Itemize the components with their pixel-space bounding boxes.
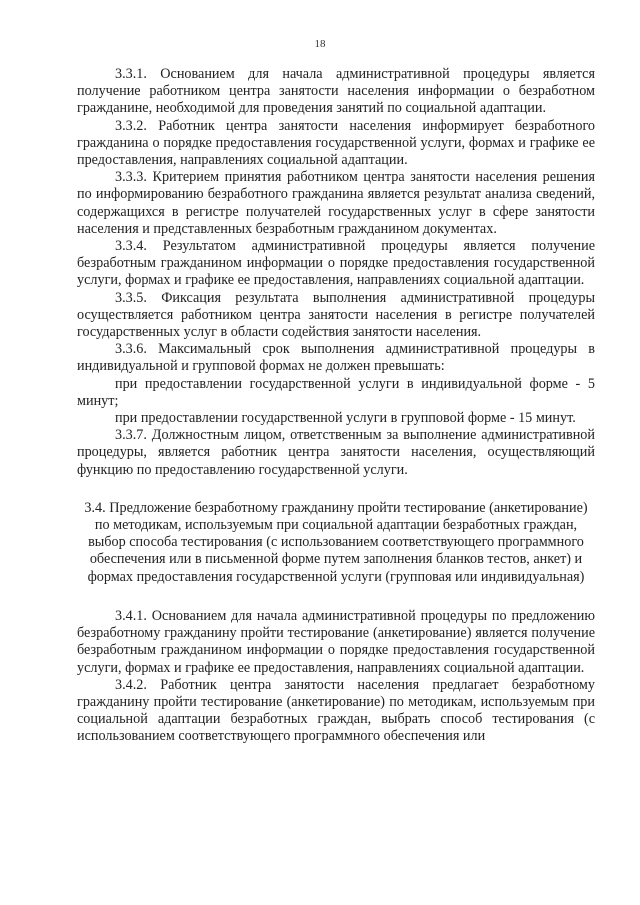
- document-body: [77, 66, 595, 746]
- page-number: 18: [314, 38, 326, 50]
- paragraph-3-3-3: 3.3.3. Критерием принятия работником центра занятости населения решения по информированию безработного гражданина является результат анализа сведений, содержащихся в регистре получателей государственных услуг в сфере занятости населения и представленных безработным гражданином документах.: [77, 169, 595, 237]
- paragraph-group-form: при предоставлении государственной услуги в групповой форме - 15 минут.: [115, 410, 576, 427]
- paragraph-3-4-1: 3.4.1. Основанием для начала административной процедуры по предложению безработному гражданину пройти тестирование (анкетирование) является получение безработным гражданином информации о порядке предоставления государственной услуги, формах и графике ее предоставления, направлениях социальной адаптации.: [77, 607, 595, 676]
- paragraph-3-3-2: 3.3.2. Работник центра занятости населения информирует безработного гражданина о порядке предоставления государственной услуги, формах и графике ее предоставления, направлениях социальной адаптации.: [77, 117, 595, 169]
- paragraph-3-3-4: 3.3.4. Результатом административной процедуры является получение безработным гражданином информации о порядке предоставления государственной услуги, формах и графике ее предоставления, направлениях социальной адаптации.: [77, 238, 595, 289]
- paragraph-individual-form: при предоставлении государственной услуги в индивидуальной форме - 5 минут;: [77, 375, 595, 409]
- paragraph-3-3-6: 3.3.6. Максимальный срок выполнения административной процедуры в индивидуальной и групповой формах не должен превышать:: [77, 341, 595, 375]
- paragraph-3-3-7: 3.3.7. Должностным лицом, ответственным за выполнение административной процедуры, является работник центра занятости населения, осуществляющий функцию по предоставлению государственной услуги.: [77, 427, 595, 478]
- section-heading-3-4: 3.4. Предложение безработному гражданину пройти тестирование (анкетирование) по методикам, используемым при социальной адаптации безработных граждан, выбор способа тестирования (с использованием соответствующего программного обеспечения или в письменной форме путем заполнения бланков тестов, анкет) и формах предоставления государственной услуги (групповая или индивидуальная): [84, 499, 588, 585]
- paragraph-3-4-2: 3.4.2. Работник центра занятости населения предлагает безработному гражданину пройти тестирование (анкетирование) по методикам, используемым при социальной адаптации безработных граждан, выбрать способ тестирования (с использованием соответствующего программного обеспечения или: [77, 676, 595, 745]
- paragraph-3-3-5: 3.3.5. Фиксация результата выполнения административной процедуры осуществляется работником центра занятости населения в регистре получателей государственных услуг в области содействия занятости населения.: [77, 289, 595, 341]
- paragraph-3-3-1: 3.3.1. Основанием для начала административной процедуры является получение работником центра занятости населения информации о безработном гражданине, необходимой для проведения занятий по социальной адаптации.: [77, 66, 595, 117]
